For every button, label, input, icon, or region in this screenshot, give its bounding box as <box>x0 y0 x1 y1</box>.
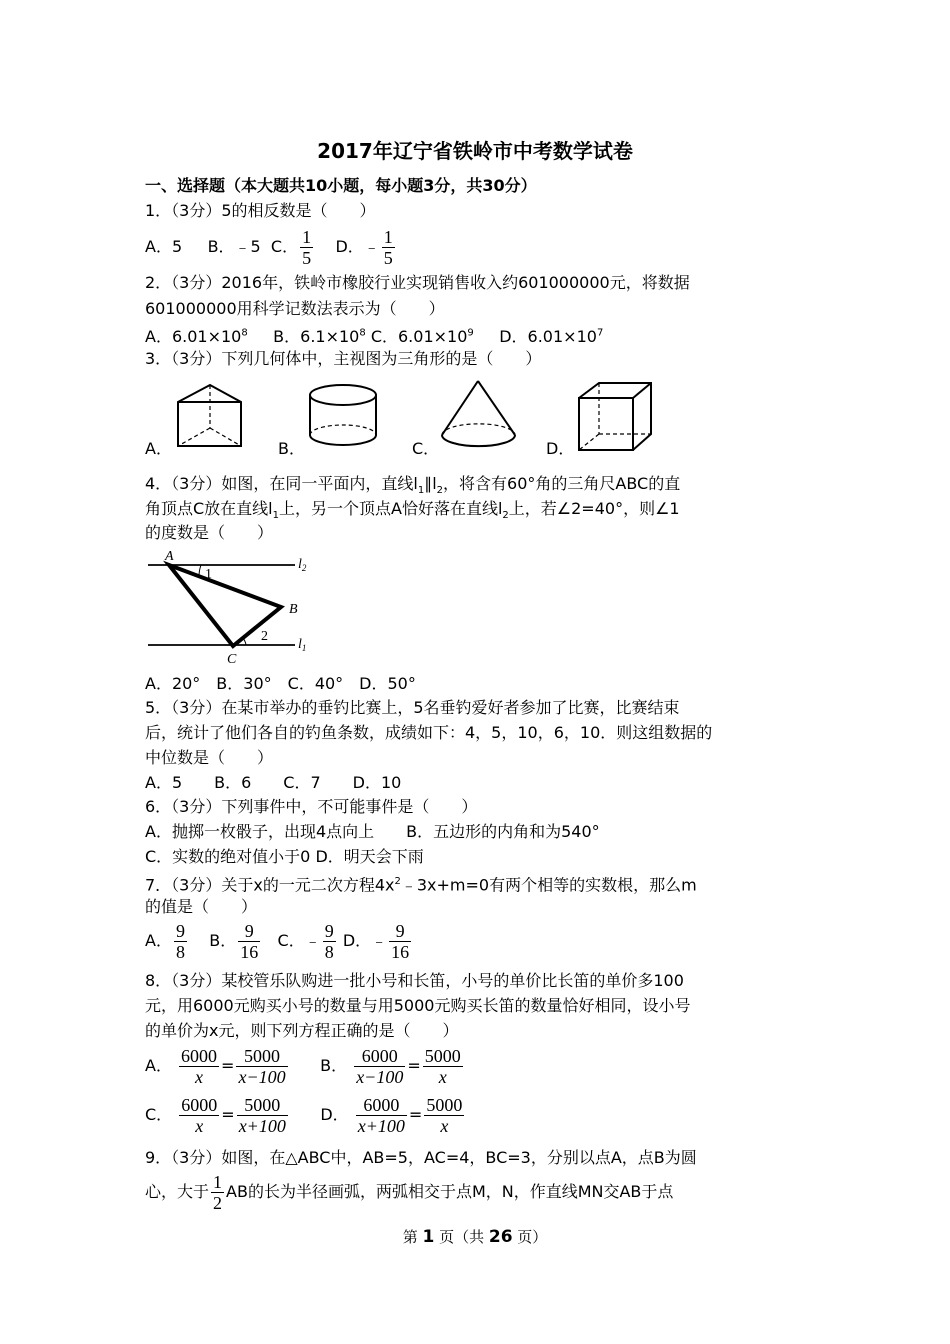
q3-option-a: A． <box>145 439 172 458</box>
q8-stem-line3: 的单价为x元，则下列方程正确的是（ ） <box>145 1021 459 1040</box>
q7-option-a: A． <box>145 931 172 950</box>
q7-fraction-d: $\frac{9}{16}$ <box>391 921 410 962</box>
q9-stem-line2: 心，大于 $\frac{1}{2}$ AB的长为半径画弧，两弧相交于点M，N，作直线MN交AB于点 <box>145 1172 674 1213</box>
q7-stem-line2: 的值是（ ） <box>145 897 258 916</box>
q7-stem-line1: 7．（3分）关于x的一元二次方程$4x^2﹣3x+m=0$有两个相等的实数根，那么m <box>145 875 697 895</box>
q1-stem: 1．（3分）5的相反数是（ ） <box>145 201 376 220</box>
q2-stem-line2: 601000000用科学记数法表示为（ ） <box>145 299 445 318</box>
page-total: 26 <box>488 1227 513 1247</box>
q8-d-right-fraction: $\frac{5000}{x}$ <box>426 1095 463 1136</box>
label-angle-2: 2 <box>261 629 268 644</box>
q2-stem-line1: 2．（3分）2016年，铁岭市橡胶行业实现销售收入约601000000元，将数据 <box>145 273 690 292</box>
q2-options <box>145 323 603 348</box>
cube-figure <box>575 380 655 454</box>
q1-options <box>145 227 397 268</box>
q3-option-c: C． <box>412 439 440 458</box>
q8-option-b: B． <box>320 1056 348 1075</box>
q8-b-right-fraction: $\frac{5000}{x}$ <box>424 1046 461 1087</box>
q8-options-ab: A． $\frac{6000}{x}$ = $\frac{5000}{x-100}$ B． $\frac{6000}{x-100}$ = $\frac{5000}{x}$ <box>145 1046 461 1087</box>
q4-triangle-figure <box>143 547 323 669</box>
q8-stem-line1: 8．（3分）某校管乐队购进一批小号和长笛，小号的单价比长笛的单价多100 <box>145 971 684 990</box>
q2-option-b: B．$6.1\times 10^8$ <box>273 327 366 347</box>
q4-stem-line3: 的度数是（ ） <box>145 523 274 542</box>
q8-options-cd: C． $\frac{6000}{x}$ = $\frac{5000}{x+100}$ D． $\frac{6000}{x+100}$ = $\frac{5000}{x}$ <box>145 1095 463 1136</box>
q5-stem-line3: 中位数是（ ） <box>145 748 274 767</box>
q5-options: A．5 B．6 C．7 D．10 <box>145 773 402 792</box>
page-footer: 第 1 页（共 26 页） <box>402 1227 548 1247</box>
q6-options-line2: C．实数的绝对值小于0 D．明天会下雨 <box>145 847 424 866</box>
page-number: 1 <box>422 1227 435 1247</box>
label-l2: $l_2$ <box>298 557 307 573</box>
q8-d-left-fraction: $\frac{6000}{x+100}$ <box>357 1095 405 1136</box>
q3-stem: 3．（3分）下列几何体中，主视图为三角形的是（ ） <box>145 349 542 368</box>
q1-fraction-c: $\frac{1}{5}$ <box>302 227 312 268</box>
label-l1: $l_1$ <box>298 637 307 653</box>
q7-fraction-a: $\frac{9}{8}$ <box>175 921 185 962</box>
cone-figure <box>438 378 520 452</box>
label-angle-1: 1 <box>205 567 212 582</box>
q2-option-a: A．$6.01\times 10^8$ <box>145 327 248 347</box>
q9-fraction-half: $\frac{1}{2}$ <box>213 1172 223 1213</box>
label-c: C <box>227 652 237 667</box>
section-heading: 一、选择题（本大题共10小题，每小题3分，共30分） <box>145 176 537 195</box>
q7-fraction-c: $\frac{9}{8}$ <box>324 921 334 962</box>
q8-option-c: C． <box>145 1105 173 1124</box>
q7-options <box>145 921 413 962</box>
cylinder-figure <box>305 382 385 452</box>
q6-stem: 6．（3分）下列事件中，不可能事件是（ ） <box>145 797 478 816</box>
q8-stem-line2: 元，用6000元购买小号的数量与用5000元购买长笛的数量恰好相同，设小号 <box>145 996 691 1015</box>
triangular-prism-figure <box>170 380 250 452</box>
q3-option-b: B． <box>278 439 305 458</box>
q1-option-d: D．﹣ <box>335 237 380 256</box>
q9-stem-line1: 9．（3分）如图，在△ABC中，AB=5，AC=4，BC=3，分别以点A，点B为圆 <box>145 1148 697 1167</box>
q1-option-a: A．5 <box>145 237 183 256</box>
q8-b-left-fraction: $\frac{6000}{x-100}$ <box>356 1046 404 1087</box>
q2-option-d: D．$6.01\times 10^7$ <box>499 327 604 347</box>
q1-option-b: B．﹣5 <box>207 237 261 256</box>
q8-c-left-fraction: $\frac{6000}{x}$ <box>181 1095 218 1136</box>
q1-fraction-d: $\frac{1}{5}$ <box>383 227 393 268</box>
label-b: B <box>289 602 298 617</box>
q4-stem-line2: 角顶点C放在直线$l_1$上，另一个顶点A恰好落在直线$l_2$上，若∠2=40°，则∠1 <box>145 499 680 522</box>
q7-option-b: B． <box>209 931 237 950</box>
q7-option-c: C．﹣ <box>277 931 321 950</box>
label-a: A <box>165 549 174 564</box>
q4-options: A．20° B．30° C．40° D．50° <box>145 674 416 693</box>
q5-stem-line2: 后，统计了他们各自的钓鱼条数，成绩如下：4，5，10，6，10．则这组数据的 <box>145 723 713 742</box>
q3-option-d: D． <box>546 439 575 458</box>
q1-option-c: C． <box>270 237 299 256</box>
q8-a-left-fraction: $\frac{6000}{x}$ <box>181 1046 218 1087</box>
q8-a-right-fraction: $\frac{5000}{x-100}$ <box>238 1046 286 1087</box>
page-title: 2017年辽宁省铁岭市中考数学试卷 <box>317 139 633 163</box>
q5-stem-line1: 5．（3分）在某市举办的垂钓比赛上，5名垂钓爱好者参加了比赛，比赛结束 <box>145 698 680 717</box>
q8-c-right-fraction: $\frac{5000}{x+100}$ <box>238 1095 286 1136</box>
q2-option-c: C．$6.01\times 10^9$ <box>370 327 474 347</box>
q6-options-line1: A．抛掷一枚骰子，出现4点向上 B．五边形的内角和为540° <box>145 822 600 841</box>
q7-option-d: D．﹣ <box>342 931 388 950</box>
q4-stem-line1: 4．（3分）如图，在同一平面内，直线$l_1\parallel l_2$，将含有60°角的三角尺ABC的直 <box>145 474 681 497</box>
q7-fraction-b: $\frac{9}{16}$ <box>240 921 259 962</box>
q8-option-d: D． <box>320 1105 349 1124</box>
q8-option-a: A． <box>145 1056 172 1075</box>
